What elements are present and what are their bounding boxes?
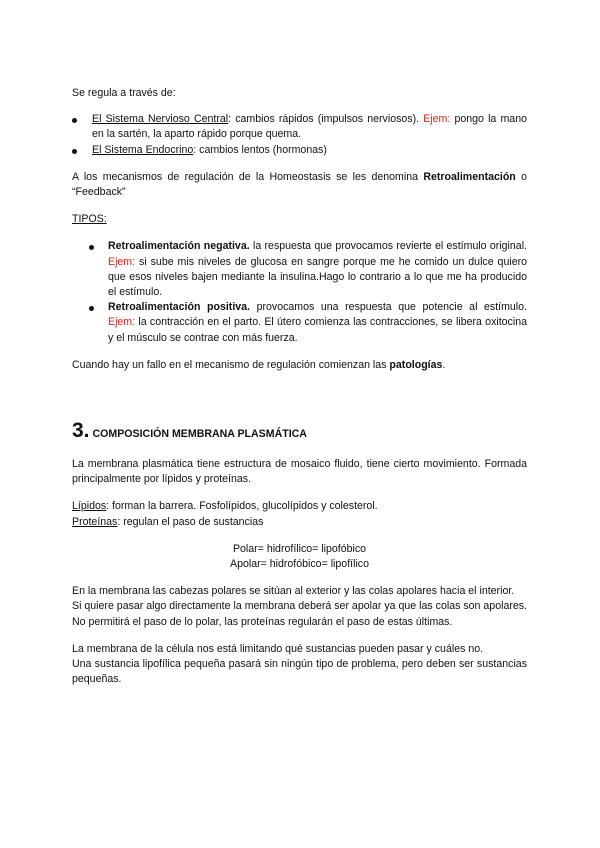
list-item <box>72 239 527 300</box>
paragraph-text: Cuando hay un fallo en el mecanismo de regulación comienzan las <box>72 358 390 371</box>
bullet-icon <box>72 118 77 123</box>
bold-term: Retroalimentación <box>423 170 516 183</box>
tipos-label: TIPOS: <box>72 213 107 226</box>
bullet-icon <box>89 306 94 311</box>
membrana-intro: La membrana plasmática tiene estructura de mosaico fluido, tiene cierto movimiento. Formada principalmente por lípidos y proteínas. <box>72 458 527 486</box>
ejem-label: Ejem: <box>108 255 136 268</box>
bold-term: Retroalimentación positiva. <box>108 301 250 314</box>
limitando-paragraph: La membrana de la célula nos está limitando qué sustancias pueden pasar y cuáles no. <box>72 642 484 655</box>
lipidos-line <box>72 499 527 514</box>
lipidos-label: Lípidos <box>72 500 107 513</box>
feedback-paragraph <box>72 170 527 200</box>
item-text: la contracción en el parto. El útero comienza las contracciones, se libera oxitocina y el músculo se contrae con más fuerza. <box>108 316 527 344</box>
item-text: la respuesta que provocamos revierte el estímulo original. <box>249 240 527 253</box>
item-text: provocamos una respuesta que potencie al estímulo. <box>250 301 527 314</box>
proteinas-line <box>72 515 527 530</box>
ejem-label: Ejem: <box>423 113 451 126</box>
item-text: si sube mis niveles de glucosa en sangre porque me he comido un dulce quiero que esos niveles bajen mediante la insulina.Hago lo contrario a lo que me ha producido el estímulo. <box>108 255 527 299</box>
bullet-icon <box>89 245 94 250</box>
bold-term: Retroalimentación negativa. <box>108 240 250 253</box>
proteinas-label: Proteínas <box>72 515 118 528</box>
bold-term: patologías <box>389 358 443 371</box>
list-item <box>72 143 527 158</box>
lipofilica-paragraph: Una sustancia lipofílica pequeña pasará sin ningún tipo de problema, pero deben ser sustancias pequeñas. <box>72 658 527 686</box>
endocrine-system-link[interactable]: El Sistema Endocrino <box>92 143 194 156</box>
list-item <box>72 300 527 346</box>
paragraph-text: . <box>442 358 446 371</box>
section-title: COMPOSICIÓN MEMBRANA PLASMÁTICA <box>92 428 307 441</box>
paragraph-text: : forman la barrera. Fosfolípidos, glucolípidos y colesterol. <box>106 500 378 513</box>
paragraph-text: o “Feedback” <box>72 170 527 199</box>
nervous-system-link[interactable]: El Sistema Nervioso Central <box>92 113 229 126</box>
ejem-label: Ejem: <box>108 316 136 329</box>
paragraph-text: : regulan el paso de sustancias <box>117 515 264 528</box>
document-page <box>72 86 527 687</box>
list-item <box>72 112 527 142</box>
item-text: : cambios lentos (hormonas) <box>193 143 327 156</box>
apolar-line: Apolar= hidrofóbico= lipofílico <box>230 558 369 571</box>
apolar-paso-paragraph: Si quiere pasar algo directamente la membrana deberá ser apolar ya que las colas son apolares. No permitirá el paso de lo polar, las proteínas regularán el paso de estas últimas. <box>72 600 527 628</box>
fallo-paragraph <box>72 358 527 373</box>
intro-text: Se regula a través de: <box>72 87 176 99</box>
bullet-icon <box>72 149 77 154</box>
section-heading <box>72 419 527 443</box>
item-text: pongo la mano en la sartén, la aparto rápido porque quema. <box>92 113 527 141</box>
paragraph-text: A los mecanismos de regulación de la Homeostasis se les denomina <box>72 170 424 183</box>
cabezas-paragraph: En la membrana las cabezas polares se sitúan al exterior y las colas apolares hacia el interior. <box>72 585 515 598</box>
item-text: : cambios rápidos (impulsos nerviosos). <box>228 113 424 126</box>
polar-line: Polar= hidrofílico= lipofóbico <box>232 542 367 555</box>
tipos-list <box>72 239 527 345</box>
regulation-list <box>72 112 527 158</box>
section-number: 3. <box>72 419 90 443</box>
